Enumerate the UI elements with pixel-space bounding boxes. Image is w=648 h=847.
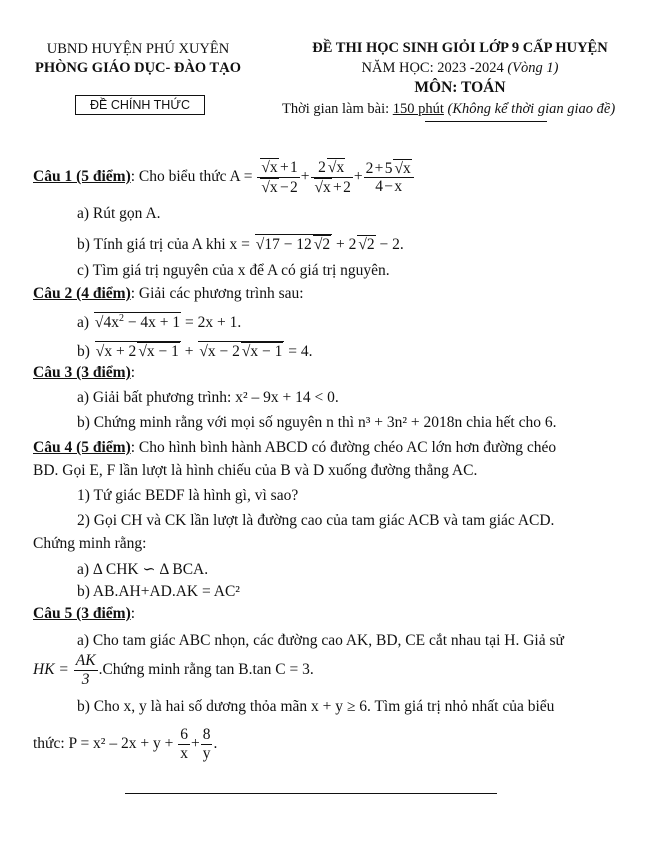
q2-part-a: a) √ $4x^2 - 4x + 1 = 2x + 1$. xyxy=(77,312,241,332)
q3-header xyxy=(33,364,135,382)
q4-part-1: 1) Tứ giác BEDF là hình gì, vì sao? xyxy=(77,487,299,504)
q1-fraction-2: 2√ x √ x + 2 xyxy=(311,158,353,197)
q4-prove-line: Chứng minh rằng: xyxy=(33,535,147,552)
official-stamp-box: ĐỀ CHÍNH THỨC xyxy=(75,95,205,115)
school-year-text: NĂM HỌC: 2023 -2024 xyxy=(361,60,508,76)
round-label: (Vòng 1) xyxy=(507,60,559,76)
q5-part-a: a) Cho tam giác ABC nhọn, các đường cao AK, BD, CE cắt nhau tại H. Giả sử xyxy=(77,632,564,649)
time-note: (Không kể thời gian giao đề) xyxy=(447,101,616,117)
q5-hk-label: HK = xyxy=(33,660,69,678)
q1-fraction-3: $\frac{2 + 5√ x}{4 - x}$ xyxy=(364,159,414,197)
q4-part-2b: b) AB.AH+AD.AK = AC² xyxy=(77,583,240,600)
q5-label: Câu 5 (3 điểm) xyxy=(33,605,131,622)
q5-part-a-conclusion: .Chứng minh rằng tan B.tan C = 3. xyxy=(98,660,314,678)
q3-label: Câu 3 (3 điểm) xyxy=(33,364,131,381)
q3-part-a: a) Giải bất phương trình: x² – 9x + 14 < 0. xyxy=(77,389,339,406)
q1-part-b-text: b) Tính giá trị của A khi x = xyxy=(77,236,250,253)
q5-expression-end: . xyxy=(213,734,218,752)
q3-colon: : xyxy=(130,364,136,381)
q4-intro: : Cho hình bình hành ABCD có đường chéo AC lớn hơn đường chéo xyxy=(130,439,557,456)
q3-part-b: b) Chứng minh rằng với mọi số nguyên n thì n³ + 3n² + 2018n chia hết cho 6. xyxy=(77,414,557,431)
q4-header xyxy=(33,439,556,457)
q2-label: Câu 2 (4 điểm) xyxy=(33,285,131,302)
q2-intro: : Giải các phương trình sau: xyxy=(130,285,304,302)
q4-line2: BD. Gọi E, F lần lượt là hình chiếu của B và D xuống đường thẳng AC. xyxy=(33,462,478,479)
q1-part-a: a) Rút gọn A. xyxy=(77,205,161,222)
school-year xyxy=(290,60,630,77)
q1-intro: : Cho biểu thức A = xyxy=(130,167,253,185)
q5-part-b: b) Cho x, y là hai số dương thỏa mãn x + y ≥ 6. Tìm giá trị nhỏ nhất của biểu xyxy=(77,698,555,715)
header-left-line1: UBND HUYỆN PHÚ XUYÊN xyxy=(46,41,230,57)
q2-header xyxy=(33,285,304,303)
q5-fraction-8y: $\frac{8}{y}$ xyxy=(202,726,211,762)
q4-label: Câu 4 (5 điểm) xyxy=(33,439,131,456)
q4-part-2a: a) Δ CHK ∽ Δ BCA. xyxy=(77,561,209,578)
exam-title: ĐỀ THI HỌC SINH GIỎI LỚP 9 CẤP HUYỆN xyxy=(312,40,608,56)
time-value: 150 phút xyxy=(392,101,444,117)
q5-hk-fraction: $\frac{AK}{3}$ xyxy=(75,652,96,688)
q1-label: Câu 1 (5 điểm) xyxy=(33,167,131,185)
q4-part-2: 2) Gọi CH và CK lần lượt là đường cao của tam giác ACB và tam giác ACD. xyxy=(77,512,555,529)
q2-part-b-root-1: √ x + 2√ x − 1 xyxy=(95,341,181,360)
q1-part-c: c) Tìm giá trị nguyên của x để A có giá trị nguyên. xyxy=(77,262,390,279)
subject: MÔN: TOÁN xyxy=(414,79,506,96)
footer-divider xyxy=(125,793,497,794)
header-underline xyxy=(425,121,547,122)
q5-expression-label: thức: P = x² – 2x + y + xyxy=(33,734,174,752)
q5-header xyxy=(33,605,135,623)
q1-part-b: b) Tính giá trị của A khi x = √ 17 − 12√ 2 + 2√ 2 − 2. xyxy=(77,234,404,254)
q2-part-b: b) √ x + 2√ x − 1 + √ x − 2√ x − 1 = 4. xyxy=(77,341,312,361)
q5-colon: : xyxy=(130,605,136,622)
q5-part-b-line2: thức: P = x² – 2x + y + $\frac{6}{x}$ + $\frac{8}{y}$ . xyxy=(33,726,218,762)
q2-part-a-label: a) xyxy=(77,314,90,332)
time-label: Thời gian làm bài: xyxy=(282,101,393,117)
q2-part-b-root-2: √ x − 2√ x − 1 xyxy=(198,341,284,360)
q2-part-a-root: √ $4x^2 - 4x + 1$ xyxy=(94,312,181,331)
q1-header: Câu 1 (5 điểm): Cho biểu thức A = √ x + 1 √ x − 2 + 2√ x √ x + 2 + $\frac{2 + 5√ x}{4 - x}$ xyxy=(33,158,415,197)
q5-fraction-6x: $\frac{6}{x}$ xyxy=(180,726,188,762)
q5-part-a-line2 xyxy=(33,652,314,689)
q2-part-b-label: b) xyxy=(77,343,90,360)
q1-fraction-1: √ x + 1 √ x − 2 xyxy=(257,158,299,197)
time-line xyxy=(282,101,615,118)
header-left-line2: PHÒNG GIÁO DỤC- ĐÀO TẠO xyxy=(35,60,241,76)
q1-part-b-root: √ 17 − 12√ 2 xyxy=(255,234,332,253)
